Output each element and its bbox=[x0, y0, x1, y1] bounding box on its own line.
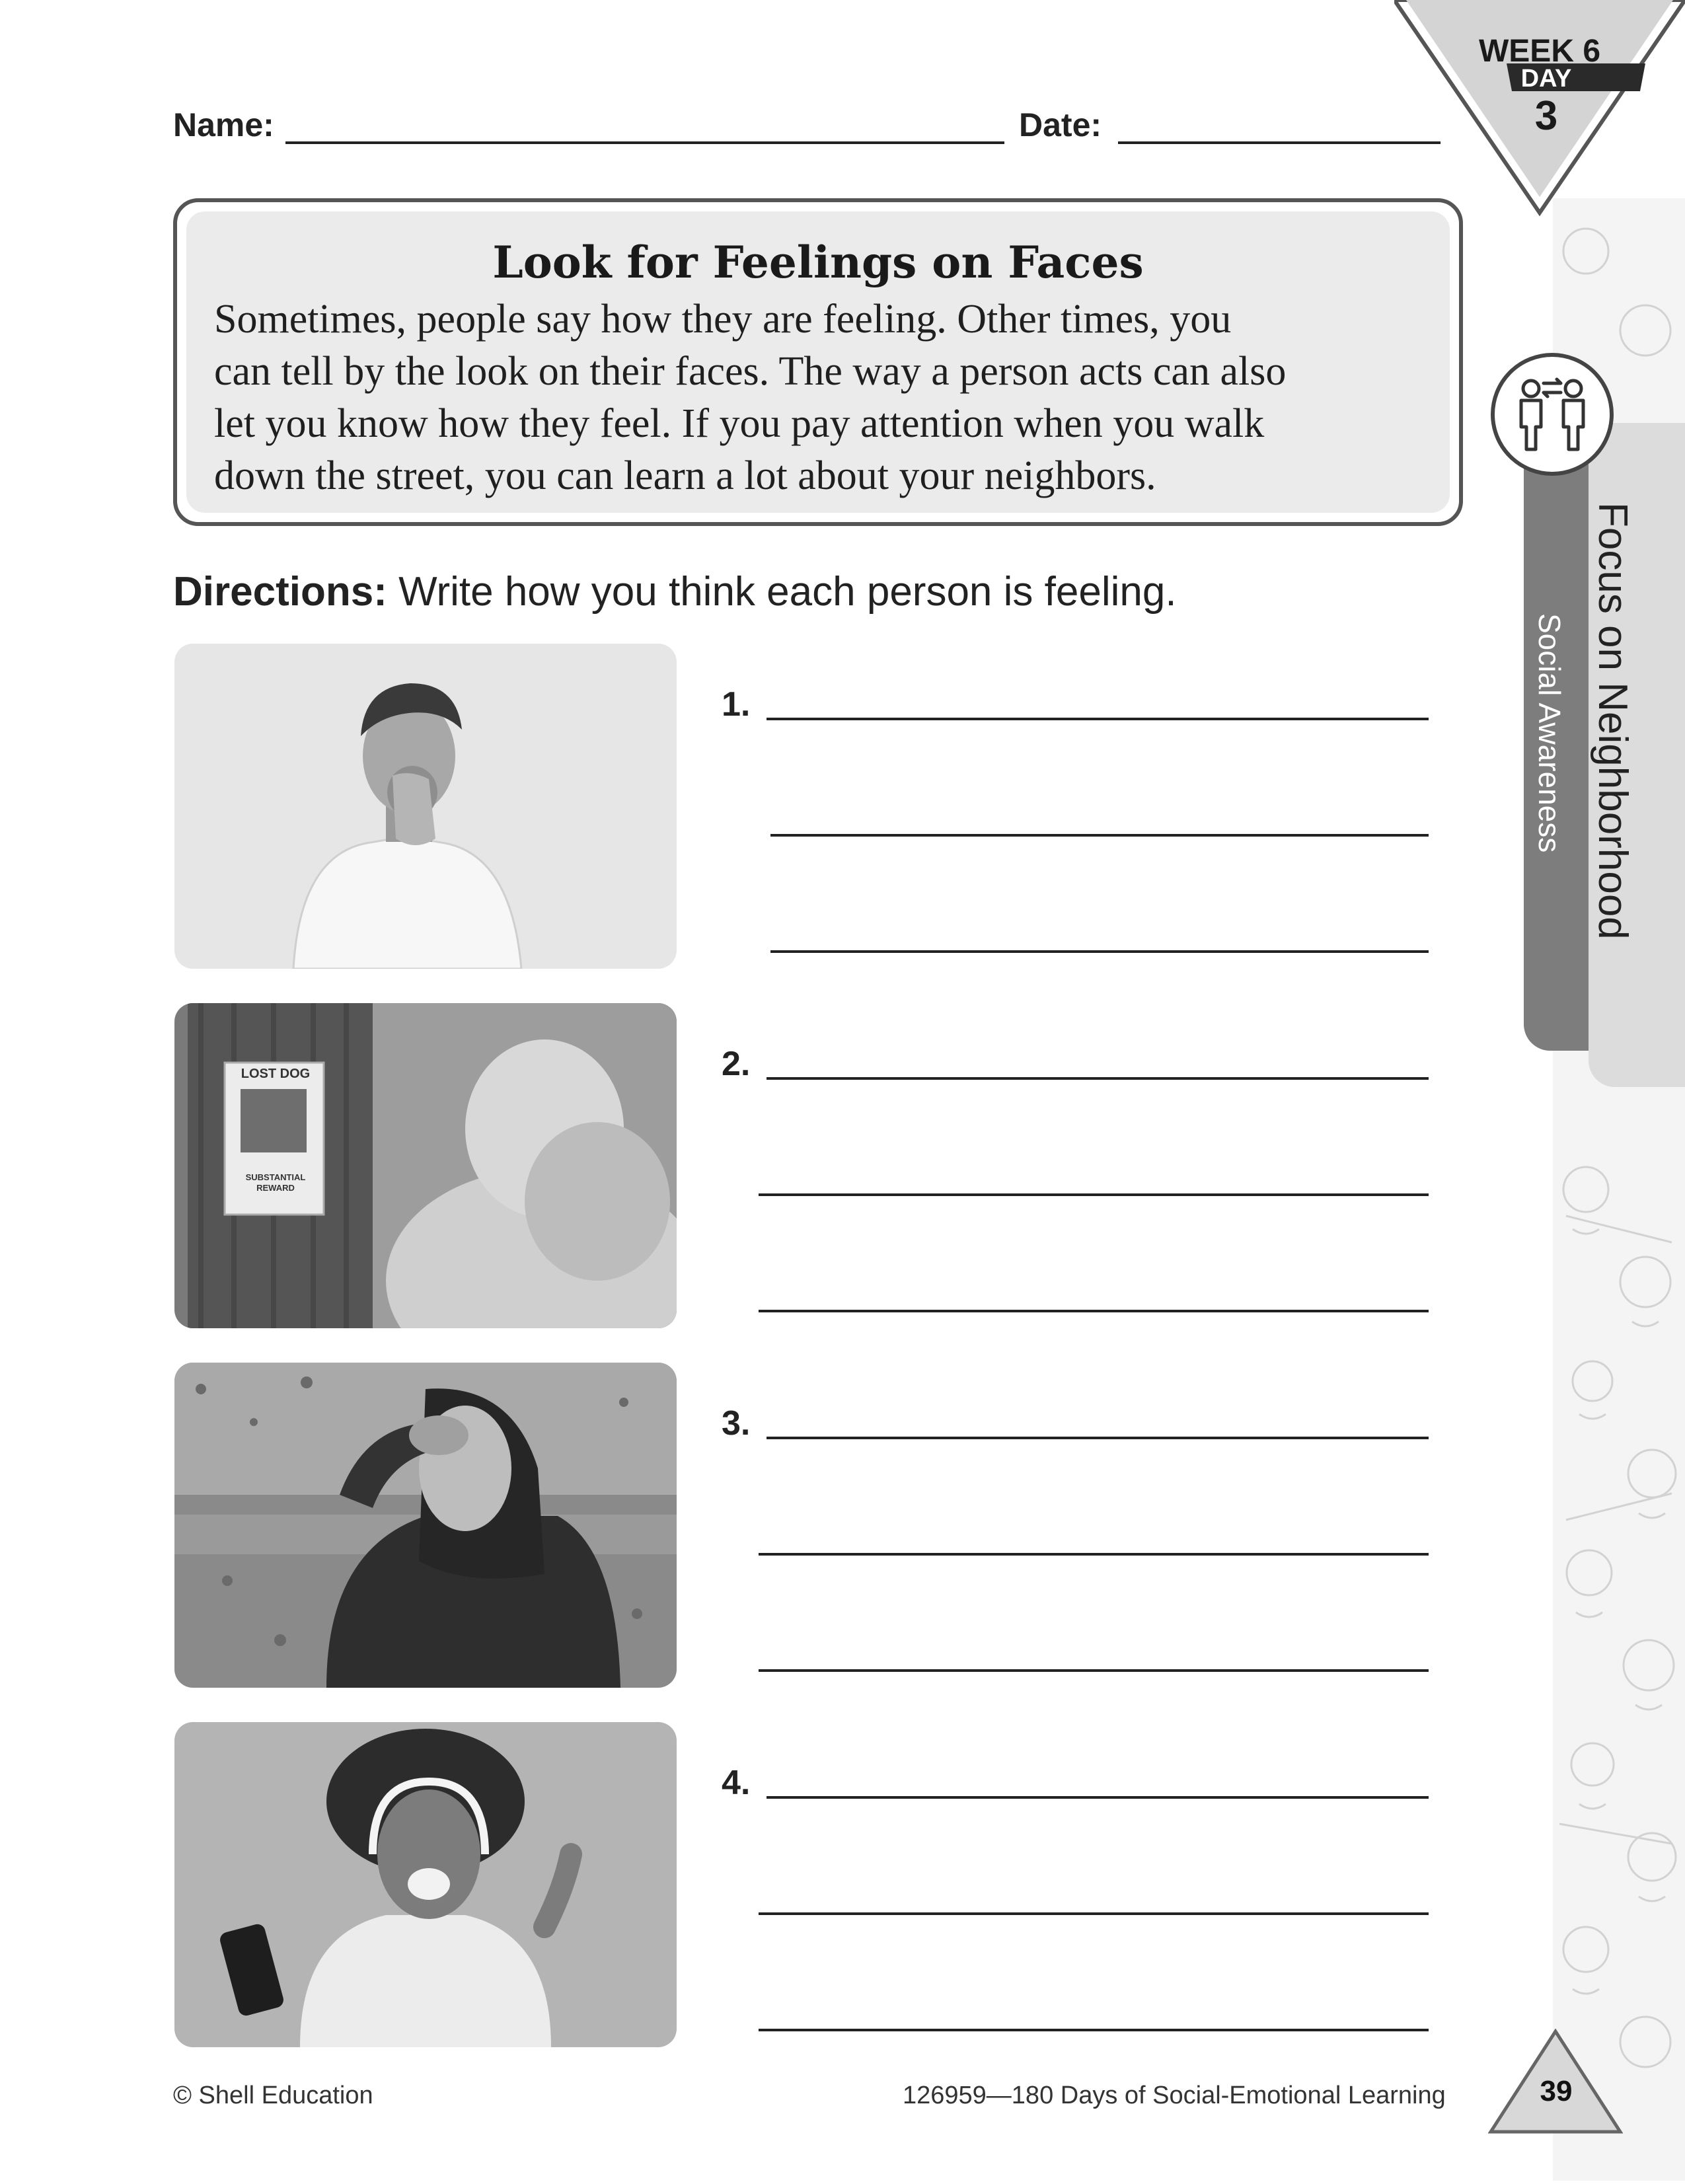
book-title: 126959—180 Days of Social-Emotional Learning bbox=[903, 2082, 1446, 2109]
people-exchange-icon bbox=[1491, 353, 1614, 476]
lost-dog-sign-title: LOST DOG bbox=[241, 1067, 311, 1081]
directions-text: Write how you think each person is feeling. bbox=[387, 569, 1177, 615]
copyright: © Shell Education bbox=[173, 2082, 373, 2109]
directions-label: Directions: bbox=[173, 569, 387, 615]
answer-line[interactable] bbox=[759, 1310, 1429, 1312]
date-field[interactable] bbox=[1118, 141, 1441, 144]
intro-line: can tell by the look on their faces. The way a person acts can also bbox=[214, 349, 1287, 394]
directions bbox=[173, 568, 1177, 615]
answer-line[interactable] bbox=[770, 834, 1429, 837]
week-label: WEEK 6 bbox=[1478, 34, 1601, 69]
photo-happy-girl bbox=[174, 1722, 677, 2047]
answer-line[interactable] bbox=[759, 1193, 1429, 1196]
intro-line: let you know how they feel. If you pay attention when you walk bbox=[214, 401, 1265, 446]
intro-box bbox=[173, 198, 1463, 526]
answer-line[interactable] bbox=[767, 718, 1429, 720]
question-number: 2. bbox=[722, 1045, 751, 1083]
question-number: 3. bbox=[722, 1404, 751, 1443]
page-number: 39 bbox=[1540, 2075, 1573, 2107]
answer-line[interactable] bbox=[767, 1437, 1429, 1439]
day-number: 3 bbox=[1534, 93, 1558, 139]
date-label: Date: bbox=[1019, 106, 1102, 143]
answer-line[interactable] bbox=[759, 1553, 1429, 1556]
question-number: 1. bbox=[722, 685, 751, 724]
intro-box-background bbox=[186, 211, 1450, 513]
intro-line: Sometimes, people say how they are feeling. Other times, you bbox=[214, 297, 1232, 342]
photo-yawning-boy bbox=[174, 644, 677, 969]
answer-line[interactable] bbox=[759, 1669, 1429, 1672]
side-tab-subtitle: Social Awareness bbox=[1532, 613, 1567, 853]
intro-line: down the street, you can learn a lot about your neighbors. bbox=[214, 453, 1156, 498]
side-tab-title: Focus on Neighborhood bbox=[1590, 502, 1635, 940]
answer-line[interactable] bbox=[767, 1077, 1429, 1080]
photo-lost-dog-hug bbox=[174, 1003, 677, 1328]
answer-line[interactable] bbox=[767, 1796, 1429, 1799]
lost-dog-sign-reward: SUBSTANTIAL REWARD bbox=[245, 1172, 306, 1193]
intro-title: Look for Feelings on Faces bbox=[492, 237, 1144, 288]
answer-line[interactable] bbox=[759, 2029, 1429, 2031]
intro-paragraph bbox=[214, 293, 1450, 502]
answer-line[interactable] bbox=[759, 1912, 1429, 1915]
photo-sad-teen bbox=[174, 1363, 677, 1688]
name-field[interactable] bbox=[285, 141, 1004, 144]
name-label: Name: bbox=[173, 106, 274, 143]
day-label: DAY bbox=[1520, 65, 1572, 93]
answer-line[interactable] bbox=[770, 950, 1429, 953]
question-number: 4. bbox=[722, 1764, 751, 1802]
